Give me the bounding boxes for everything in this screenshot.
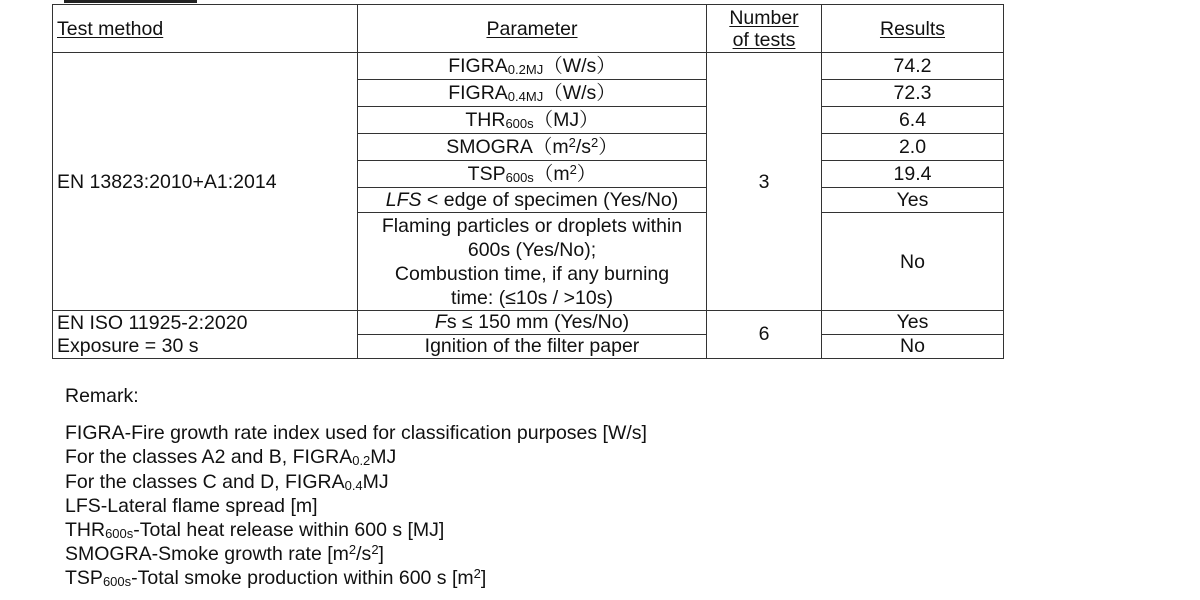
param-subscript: 600s [505, 170, 534, 185]
table-row [53, 311, 1004, 335]
remark-text: For the classes A2 and B, FIGRA [65, 446, 353, 469]
param-superscript: 2 [568, 135, 576, 150]
remark-line [65, 445, 647, 469]
table-row [53, 53, 1004, 80]
header-number-of-tests [707, 5, 822, 53]
header-parameter-label: Parameter [486, 17, 578, 40]
remark-text: MJ [362, 470, 389, 493]
number-of-tests-cell: 3 [707, 53, 822, 311]
param-unit: （m [532, 136, 569, 158]
remark-text: TSP [65, 567, 103, 590]
remark-superscript: 2 [371, 542, 379, 558]
param-line: 600s (Yes/No); [467, 238, 597, 261]
parameter-cell [358, 188, 707, 213]
table-header-row [53, 5, 1004, 53]
param-text: < edge of specimen (Yes/No) [421, 189, 679, 211]
result-cell: Yes [822, 311, 1004, 335]
remark-text: ] [480, 567, 487, 590]
test-method-cell [53, 311, 358, 359]
header-number-line2: of tests [732, 28, 796, 51]
parameter-cell [358, 80, 707, 107]
test-method-cell: EN 13823:2010+A1:2014 [53, 53, 358, 311]
remark-line: FIGRA-Fire growth rate index used for classification purposes [W/s] [65, 422, 647, 445]
param-name: SMOGRA [446, 136, 533, 158]
param-name: TSP [467, 163, 506, 185]
param-subscript: 0.2MJ [507, 62, 544, 77]
header-results [822, 5, 1004, 53]
param-unit: （W/s） [543, 55, 616, 77]
header-test-method [53, 5, 358, 53]
result-cell: 74.2 [822, 53, 1004, 80]
result-cell: No [822, 335, 1004, 359]
param-name: THR [465, 109, 506, 131]
header-results-label: Results [879, 17, 946, 40]
remark-line [65, 518, 647, 542]
param-italic-symbol: F [434, 311, 447, 333]
param-superscript: 2 [591, 135, 599, 150]
parameter-cell [358, 161, 707, 188]
remark-subscript: 0.2 [352, 453, 371, 469]
param-italic-symbol: LFS [385, 189, 422, 211]
remark-subscript: 600s [102, 574, 132, 590]
remark-subscript: 0.4 [344, 477, 363, 493]
test-method-line: Exposure = 30 s [57, 334, 199, 357]
remark-line [65, 566, 647, 590]
remark-subscript: 600s [105, 526, 134, 542]
remark-line [65, 470, 647, 494]
param-text: s ≤ 150 mm (Yes/No) [446, 311, 630, 333]
remark-superscript: 2 [473, 566, 481, 582]
result-cell: 19.4 [822, 161, 1004, 188]
cropped-heading-underline [64, 0, 197, 3]
remark-text: /s [356, 543, 372, 566]
param-line: time: (≤10s / >10s) [451, 286, 613, 309]
result-cell: 2.0 [822, 134, 1004, 161]
remark-text: For the classes C and D, FIGRA [65, 470, 345, 493]
parameter-cell: Ignition of the filter paper [358, 335, 707, 359]
header-number-line1: Number [729, 6, 799, 29]
param-superscript: 2 [569, 162, 577, 177]
param-unit: /s [575, 136, 592, 158]
param-name: FIGRA [448, 55, 508, 77]
parameter-cell [358, 311, 707, 335]
remarks-section [65, 384, 647, 591]
remark-superscript: 2 [348, 542, 357, 558]
param-unit: （W/s） [543, 82, 616, 104]
param-unit: ） [598, 136, 618, 158]
result-cell: Yes [822, 188, 1004, 213]
header-test-method-label: Test method [57, 17, 164, 40]
number-of-tests-cell: 6 [707, 311, 822, 359]
test-results-table [52, 4, 1004, 359]
remark-text: THR [65, 519, 106, 542]
param-name: FIGRA [448, 82, 508, 104]
param-unit: （m [533, 163, 570, 185]
result-cell: 72.3 [822, 80, 1004, 107]
param-subscript: 600s [505, 116, 534, 131]
test-method-line: EN ISO 11925-2:2020 [57, 311, 248, 334]
result-cell: No [822, 213, 1004, 311]
param-unit: ） [576, 163, 597, 185]
remark-line [65, 542, 647, 566]
param-subscript: 0.4MJ [507, 89, 544, 104]
remark-line: LFS-Lateral flame spread [m] [65, 494, 318, 517]
remark-text: ] [378, 543, 384, 566]
header-parameter [358, 5, 707, 53]
param-line: Combustion time, if any burning [394, 262, 670, 285]
parameter-cell [358, 53, 707, 80]
remark-text: MJ [370, 446, 397, 469]
remark-text: SMOGRA-Smoke growth rate [m [65, 543, 349, 566]
parameter-cell [358, 134, 707, 161]
param-unit: （MJ） [533, 109, 599, 131]
remark-text: -Total smoke production within 600 s [m [131, 567, 474, 590]
result-cell: 6.4 [822, 107, 1004, 134]
parameter-cell [358, 107, 707, 134]
remarks-title: Remark: [65, 385, 139, 407]
remark-text: -Total heat release within 600 s [MJ] [133, 519, 445, 542]
parameter-cell [358, 213, 707, 311]
param-line: Flaming particles or droplets within [381, 214, 683, 237]
